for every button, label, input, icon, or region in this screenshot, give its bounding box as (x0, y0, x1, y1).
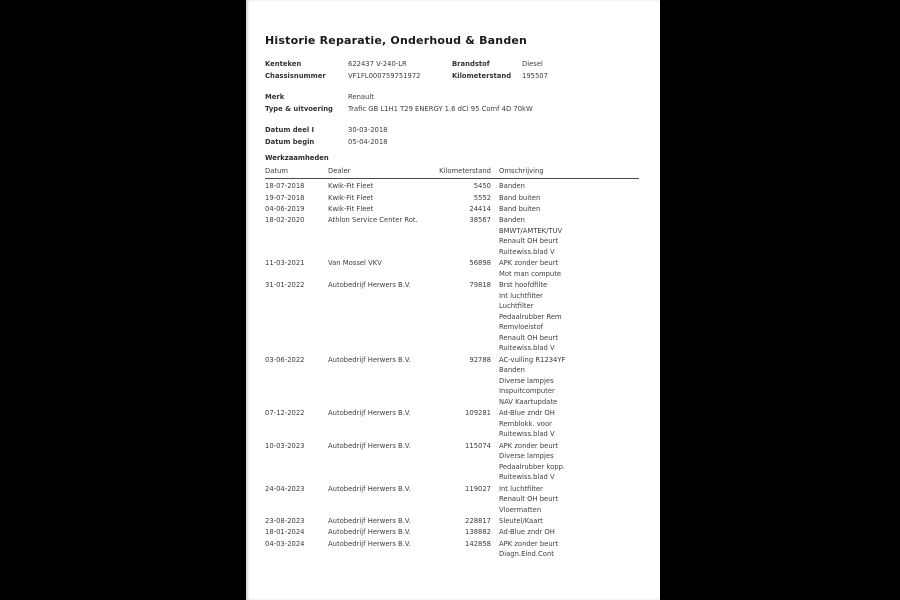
work-row-dealer: Autobedrijf Herwers B.V. (328, 409, 411, 418)
work-row-kilometerstand: 138882 (465, 528, 491, 537)
work-description-line: Ruitewiss.blad V (499, 430, 555, 439)
work-description-line: Ruitewiss.blad V (499, 247, 555, 256)
work-description-line: Ad-Blue zndr OH (499, 528, 555, 537)
work-description-line: Diverse lampjes (499, 376, 554, 385)
work-row-omschrijving (491, 193, 639, 204)
work-row (265, 215, 639, 257)
work-history-table (265, 166, 639, 561)
work-row (265, 527, 639, 538)
merk-label: Merk (265, 93, 285, 101)
kilometerstand-value: 195507 (522, 71, 548, 80)
work-row (265, 516, 639, 527)
merk-value: Renault (348, 93, 374, 101)
work-row-dealer: Kwik-Fit Fleet (328, 182, 374, 191)
work-row-datum: 07-12-2022 (265, 409, 305, 418)
work-row-kilometerstand: 92788 (469, 355, 491, 364)
work-description-line: Band buiten (499, 193, 541, 202)
work-row-dealer: Autobedrijf Herwers B.V. (328, 528, 411, 537)
work-description-line: Renault OH beurt (499, 495, 558, 504)
work-row (265, 181, 639, 192)
work-row-kilometerstand: 228817 (465, 517, 491, 526)
table-header-row (265, 166, 639, 179)
work-row-omschrijving (491, 539, 639, 560)
work-row-datum: 31-01-2022 (265, 281, 305, 290)
work-row-kilometerstand: 119027 (465, 484, 491, 493)
chassisnummer-value: VF1FL000759751972 (348, 71, 421, 80)
work-row-dealer: Autobedrijf Herwers B.V. (328, 517, 411, 526)
work-row-dealer: Autobedrijf Herwers B.V. (328, 484, 411, 493)
work-row-datum: 04-03-2024 (265, 539, 305, 548)
work-row-datum: 10-03-2023 (265, 441, 305, 450)
work-description-line: Banden (499, 182, 525, 191)
work-row (265, 193, 639, 204)
vehicle-type-section (265, 92, 641, 116)
work-row (265, 204, 639, 215)
kilometerstand-label: Kilometerstand (452, 71, 512, 80)
chassisnummer-label: Chassisnummer (265, 71, 326, 80)
column-header-dealer: Dealer (328, 167, 351, 175)
work-row-omschrijving (491, 408, 639, 440)
work-row-dealer: Autobedrijf Herwers B.V. (328, 281, 411, 290)
work-row-dealer: Autobedrijf Herwers B.V. (328, 441, 411, 450)
work-description-line: Remblokk. voor (499, 419, 552, 428)
work-row (265, 539, 639, 560)
work-description-line: Vloermatten (499, 505, 542, 514)
work-row-omschrijving (491, 280, 639, 354)
column-header-datum: Datum (265, 167, 288, 175)
work-row-kilometerstand: 115074 (465, 441, 491, 450)
work-row-kilometerstand: 38567 (469, 216, 491, 225)
work-row-omschrijving (491, 355, 639, 408)
work-description-line: Ad-Blue zndr OH (499, 409, 555, 418)
work-rows (265, 181, 639, 560)
work-row (265, 355, 639, 408)
brandstof-label: Brandstof (452, 60, 490, 68)
type-uitvoering-label: Type & uitvoering (265, 104, 333, 113)
work-row-omschrijving (491, 527, 639, 538)
work-row-omschrijving (491, 258, 639, 279)
work-description-line: Sleutel/Kaart (499, 517, 543, 526)
work-row-dealer: Van Mossel VKV (328, 259, 382, 268)
work-description-line: Luchtfilter (499, 302, 534, 311)
column-header-kilometerstand: Kilometerstand (439, 167, 491, 175)
work-row (265, 484, 639, 516)
work-row-omschrijving (491, 516, 639, 527)
work-row-datum: 24-04-2023 (265, 484, 305, 493)
kenteken-label: Kenteken (265, 60, 302, 68)
datum-begin-label: Datum begin (265, 137, 315, 146)
work-description-line: Ruitewiss.blad V (499, 473, 555, 482)
work-description-line: Band buiten (499, 204, 541, 213)
document-page (246, 0, 660, 600)
work-description-line: Ruitewiss.blad V (499, 344, 555, 353)
info-row-datum-deel-1 (265, 125, 641, 137)
work-row-omschrijving (491, 204, 639, 215)
work-description-line: APK zonder beurt (499, 441, 559, 450)
work-row-dealer: Autobedrijf Herwers B.V. (328, 355, 411, 364)
work-row-datum: 19-07-2018 (265, 193, 305, 202)
work-row (265, 408, 639, 440)
work-description-line: Pedaalrubber kopp. (499, 462, 566, 471)
work-description-line: Mot man compute (499, 269, 562, 278)
work-description-line: Brst hoofdfilte (499, 281, 548, 290)
work-row-datum: 04-06-2019 (265, 204, 305, 213)
work-description-line: APK zonder beurt (499, 539, 559, 548)
work-row-omschrijving (491, 181, 639, 192)
work-row-dealer: Autobedrijf Herwers B.V. (328, 539, 411, 548)
work-description-line: Remvloeistof (499, 323, 544, 332)
work-row-dealer: Athlon Service Center Rot. (328, 216, 418, 225)
work-description-line: Int luchtfilter (499, 291, 543, 300)
work-description-line: Inspuitcomputer (499, 387, 555, 396)
work-row-datum: 11-03-2021 (265, 259, 305, 268)
info-row-merk (265, 92, 641, 104)
work-row-kilometerstand: 5552 (473, 193, 491, 202)
datum-deel-1-value: 30-03-2018 (348, 126, 388, 134)
brandstof-value: Diesel (522, 60, 543, 68)
work-row (265, 280, 639, 354)
work-row (265, 258, 639, 279)
work-row-datum: 03-06-2022 (265, 355, 305, 364)
work-row-dealer: Kwik-Fit Fleet (328, 204, 374, 213)
vehicle-id-section (265, 59, 641, 83)
work-row-omschrijving (491, 441, 639, 483)
work-description-line: APK zonder beurt (499, 259, 559, 268)
work-description-line: BMWT/AMTEK/TUV (499, 226, 563, 235)
kenteken-value: 622437 V-240-LR (348, 60, 407, 68)
datum-begin-value: 05-04-2018 (348, 137, 388, 146)
work-row-kilometerstand: 142858 (465, 539, 491, 548)
type-uitvoering-value: Trafic GB L1H1 T29 ENERGY 1.6 dCi 95 Comf 4D 70kW (348, 104, 533, 113)
work-row-datum: 18-01-2024 (265, 528, 305, 537)
work-row-dealer: Kwik-Fit Fleet (328, 193, 374, 202)
work-row-omschrijving (491, 484, 639, 516)
work-row-datum: 18-02-2020 (265, 216, 305, 225)
work-row-datum: 18-07-2018 (265, 182, 305, 191)
work-description-line: Int luchtfilter (499, 484, 543, 493)
work-description-line: Diverse lampjes (499, 452, 554, 461)
work-description-line: Pedaalrubber Rem (499, 312, 562, 321)
datum-deel-1-label: Datum deel I (265, 126, 315, 134)
info-row-kenteken-brandstof (265, 59, 641, 71)
work-row-omschrijving (491, 215, 639, 257)
work-row-kilometerstand: 24414 (469, 204, 491, 213)
document-title: Historie Reparatie, Onderhoud & Banden (265, 34, 528, 47)
info-row-datum-begin (265, 137, 641, 149)
work-description-line: AC-vulling R1234YF (499, 355, 566, 364)
column-header-omschrijving: Omschrijving (499, 167, 544, 175)
work-description-line: Renault OH beurt (499, 237, 558, 246)
work-row-kilometerstand: 109281 (465, 409, 491, 418)
work-description-line: Diagn.Eind.Cont (499, 550, 554, 559)
work-row-kilometerstand: 5450 (473, 182, 491, 191)
dates-section (265, 125, 641, 149)
info-row-type-uitvoering (265, 104, 641, 116)
work-row-datum: 23-08-2023 (265, 517, 305, 526)
work-row (265, 441, 639, 483)
work-description-line: NAV Kaartupdate (499, 397, 558, 406)
work-description-line: Banden (499, 366, 525, 375)
werkzaamheden-heading: Werkzaamheden (265, 154, 329, 162)
work-description-line: Renault OH beurt (499, 333, 558, 342)
work-row-kilometerstand: 79818 (469, 281, 491, 290)
work-description-line: Banden (499, 216, 525, 225)
info-row-chassis-kilometerstand (265, 71, 641, 83)
work-row-kilometerstand: 56898 (469, 259, 491, 268)
